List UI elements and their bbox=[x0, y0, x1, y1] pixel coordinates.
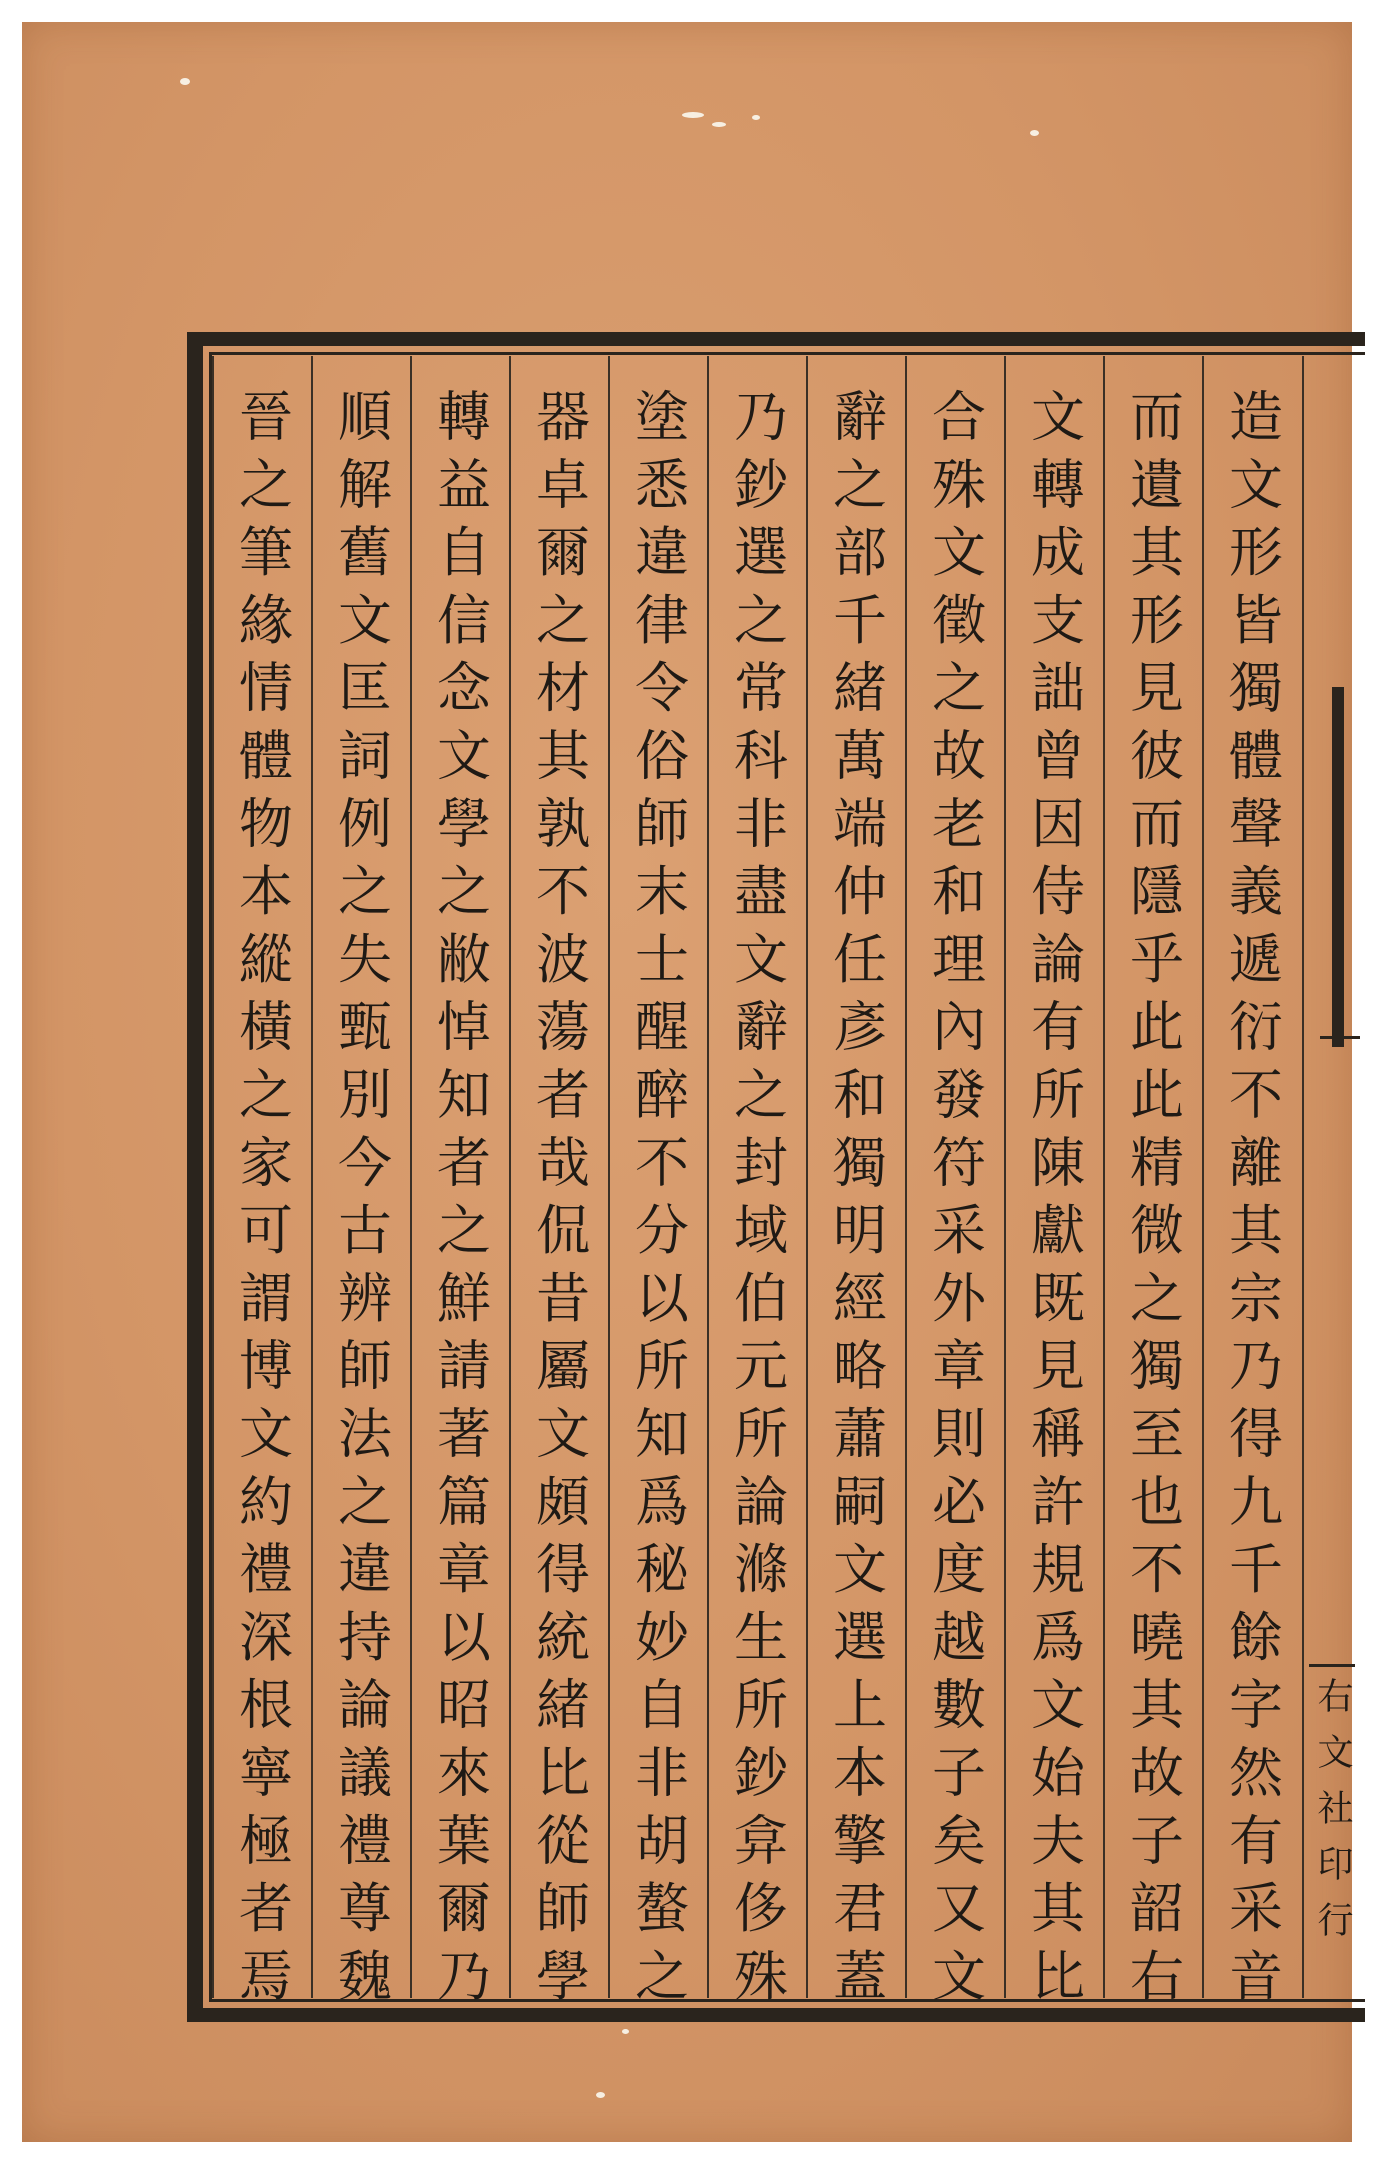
column-text: 乃鈔選之常科非盡文辭之封域伯元所論滌生所鈔弇侈殊 bbox=[725, 388, 789, 2016]
column-text: 造文形皆獨體聲義遞衍不離其宗乃得九千餘字然有采音 bbox=[1220, 388, 1284, 2016]
book-page bbox=[22, 22, 1352, 2142]
text-column-2 bbox=[1103, 356, 1200, 2016]
text-column-10 bbox=[311, 356, 408, 2016]
fishtail-rule bbox=[1320, 1036, 1360, 1039]
fishtail-mark bbox=[1332, 687, 1344, 1047]
paper-wormhole bbox=[752, 115, 760, 120]
column-text: 文轉成支詘曾因侍論有所陳獻既見稱許規爲文始夫其比 bbox=[1022, 388, 1086, 2016]
text-column-9 bbox=[410, 356, 507, 2016]
text-column-5 bbox=[806, 356, 903, 2016]
text-column-6 bbox=[707, 356, 804, 2016]
paper-wormhole bbox=[712, 122, 726, 127]
text-column-7 bbox=[608, 356, 705, 2016]
publisher-text: 右文社印行 bbox=[1312, 1677, 1353, 1957]
text-column-1 bbox=[1202, 356, 1299, 2016]
text-column-8 bbox=[509, 356, 606, 2016]
column-text: 辭之部千緒萬端仲任彥和獨明經略蕭嗣文選上本擎君蓋 bbox=[824, 388, 888, 2016]
text-frame bbox=[187, 332, 1365, 2022]
column-text: 塗悉違律令俗師末士醒醉不分以所知爲秘妙自非胡螯之 bbox=[626, 388, 690, 2016]
paper-wormhole bbox=[682, 112, 704, 118]
column-text: 而遺其形見彼而隱乎此此精微之獨至也不曉其故子韶右 bbox=[1121, 388, 1185, 2016]
paper-wormhole bbox=[180, 78, 190, 85]
column-text: 順解舊文匡詞例之失甄別今古辨師法之違持論議禮尊魏 bbox=[329, 388, 393, 2016]
column-text: 晉之筆緣情體物本縱橫之家可謂博文約禮深根寧極者焉 bbox=[230, 388, 294, 2016]
publisher-imprint bbox=[1309, 1664, 1355, 1984]
column-text: 轉益自信念文學之敝悼知者之鮮請著篇章以昭來葉爾乃 bbox=[428, 388, 492, 2016]
column-text: 合殊文徵之故老和理內發符采外章則必度越數子矣又文 bbox=[923, 388, 987, 2016]
paper-wormhole bbox=[1030, 130, 1039, 136]
paper-wormhole bbox=[622, 2029, 629, 2034]
text-column-4 bbox=[905, 356, 1002, 2016]
column-text: 器卓爾之材其孰不波蕩者哉侃昔屬文頗得統緒比從師學 bbox=[527, 388, 591, 2016]
paper-wormhole bbox=[596, 2092, 605, 2098]
text-column-11 bbox=[212, 356, 309, 2016]
text-column-3 bbox=[1004, 356, 1101, 2016]
